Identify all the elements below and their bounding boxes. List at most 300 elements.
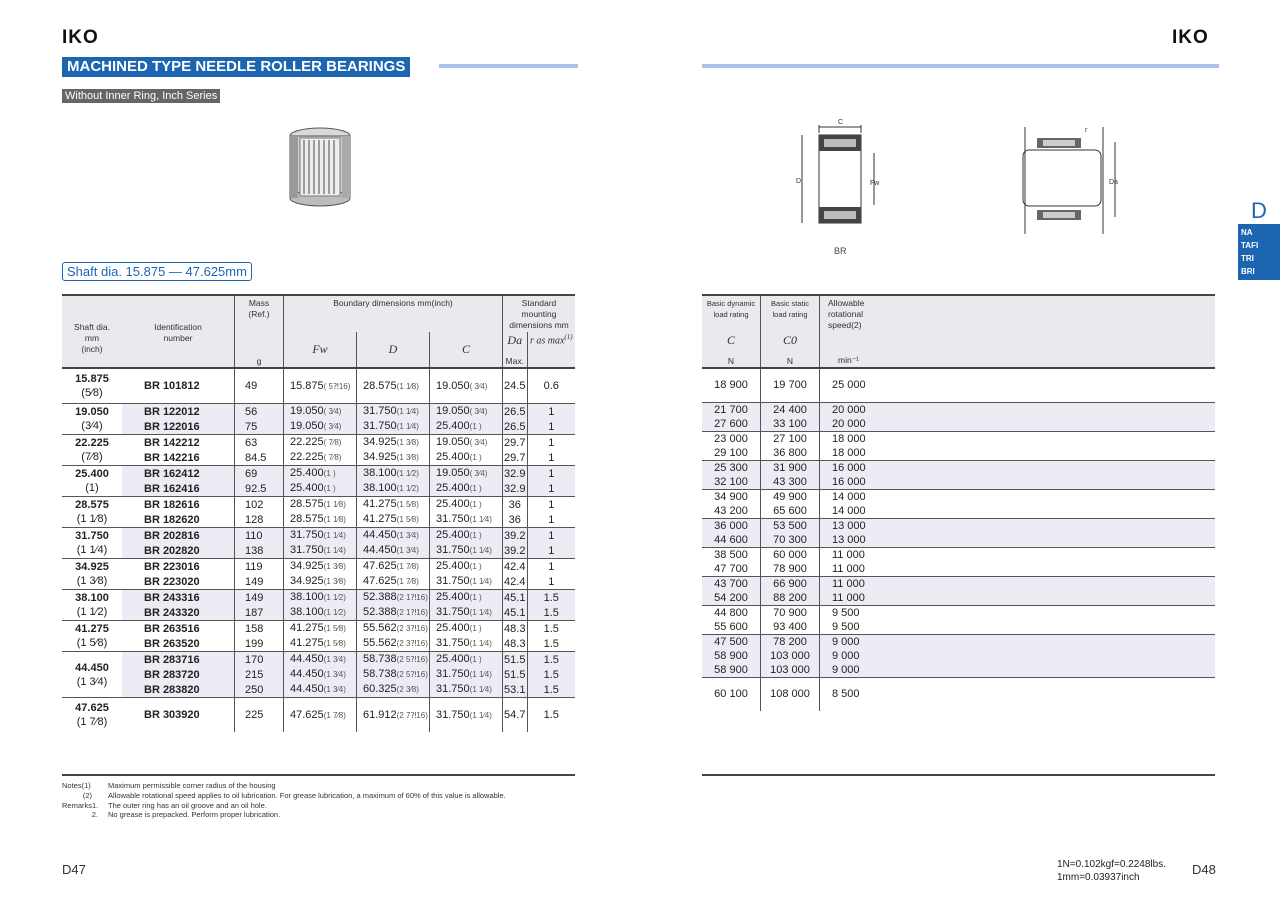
c-cell	[430, 368, 503, 404]
shaft-mm: 47.625	[75, 702, 109, 714]
table-row	[62, 497, 575, 513]
c-cell	[430, 590, 503, 606]
mass-unit: g	[235, 349, 284, 368]
speed-value: 9 000	[820, 634, 1216, 649]
fw-cell	[284, 698, 357, 733]
ident-number: BR 182620	[144, 513, 200, 526]
table-row	[702, 489, 1215, 504]
shaft-inch: (1 5⁄8)	[76, 637, 108, 649]
dynamic-load-value: 18 900	[714, 379, 748, 392]
da-value: 36	[503, 512, 528, 528]
r-value: 1	[527, 450, 575, 466]
fw-cell	[284, 574, 357, 590]
fw-cell	[284, 559, 357, 575]
static-load-value: 93 400	[761, 620, 820, 635]
da-value: 51.5	[504, 653, 526, 666]
shaft-inch: (1 3⁄8)	[76, 575, 108, 587]
r-value: 1.5	[527, 652, 575, 668]
r-value: 1.5	[527, 636, 575, 652]
shaft-mm: 41.275	[75, 623, 109, 635]
table-row	[62, 528, 575, 544]
d-inch: (2 3⁈16)	[396, 639, 428, 648]
ident-number: BR 283716	[122, 652, 235, 668]
table-row	[702, 417, 1215, 432]
fw-cell	[284, 605, 357, 621]
r-value: 1	[527, 497, 575, 513]
d-inch: (1 7⁄8)	[396, 577, 419, 586]
note-label: 2.	[91, 810, 98, 820]
fw-mm: 28.575	[290, 498, 324, 510]
d-inch: (2 3⁈16)	[396, 624, 428, 633]
col-da: Da	[503, 332, 528, 349]
d-cell	[357, 528, 430, 544]
mass-value: 84.5	[235, 450, 284, 466]
shaft-inch: (3⁄4)	[81, 420, 103, 432]
static-load-value: 27 100	[761, 431, 820, 446]
static-load-value: 103 000	[761, 663, 820, 678]
c-inch: (1 )	[469, 500, 482, 509]
d-mm: 41.275	[363, 513, 397, 525]
dynamic-load-value: 36 000	[702, 518, 761, 533]
c-cell	[430, 636, 503, 652]
da-value: 26.5	[504, 405, 526, 418]
d-cell	[357, 543, 430, 559]
table-row	[702, 368, 1215, 402]
dyn-unit: N	[702, 350, 761, 368]
col-fw: Fw	[284, 332, 357, 368]
r-value: 1	[527, 512, 575, 528]
r-value: 1.5	[527, 605, 575, 621]
c-inch: (1 1⁄4)	[469, 546, 492, 555]
col-c: C	[430, 332, 503, 368]
shaft-dia-cell	[62, 435, 122, 466]
d-mm: 31.750	[363, 405, 397, 417]
note-text: The outer ring has an oil groove and an oil hole.	[108, 800, 267, 810]
fw-inch: (1 5⁄8)	[323, 639, 346, 648]
r-value: 1.5	[527, 682, 575, 698]
mass-value: 119	[235, 559, 284, 575]
r-value: 1	[527, 543, 575, 559]
table-bottom-rule-left	[62, 774, 575, 776]
shaft-dia-cell	[62, 559, 122, 590]
fw-inch: (1 3⁄4)	[323, 670, 346, 679]
ident-number: BR 142216	[144, 451, 200, 464]
d-inch: (2 7⁈16)	[396, 710, 428, 720]
c-inch: ( 3⁄4)	[469, 381, 488, 391]
d-inch: (1 1⁄2)	[396, 484, 419, 493]
shaft-mm: 31.750	[75, 530, 109, 542]
d-inch: (1 1⁄4)	[396, 407, 419, 416]
da-unit: Max.	[503, 349, 528, 368]
static-load-value: 60 000	[761, 547, 820, 562]
note-line	[62, 801, 506, 811]
d-mm: 52.388	[363, 606, 397, 618]
static-load-value: 66 900	[761, 576, 820, 591]
dynamic-load-value: 44 800	[702, 605, 761, 620]
d-mm: 60.325	[363, 683, 397, 695]
speed-symbol-empty	[820, 332, 1216, 350]
shaft-dia-cell	[62, 698, 122, 733]
static-load-value: 24 400	[761, 402, 820, 417]
note-line	[62, 810, 506, 820]
fw-cell	[284, 636, 357, 652]
page-number-right: D48	[1192, 862, 1216, 877]
shaft-mm: 34.925	[75, 561, 109, 573]
dyn-symbol: C	[702, 332, 761, 350]
page-title: MACHINED TYPE NEEDLE ROLLER BEARINGS	[62, 57, 410, 77]
static-load-value: 43 300	[761, 475, 820, 490]
table-row	[702, 677, 1215, 711]
dynamic-load-value: 21 700	[702, 402, 761, 417]
d-cell	[357, 368, 430, 404]
d-cell	[357, 466, 430, 482]
table-row	[702, 402, 1215, 417]
shaft-range-tag: Shaft dia. 15.875 — 47.625mm	[62, 262, 252, 281]
speed-value: 14 000	[820, 489, 1216, 504]
speed-value: 18 000	[820, 446, 1216, 461]
d-cell	[357, 497, 430, 513]
fw-cell	[284, 543, 357, 559]
table-row	[702, 446, 1215, 461]
r-unit-empty	[527, 349, 575, 368]
da-value: 36	[503, 497, 528, 513]
table-row	[62, 574, 575, 590]
fw-inch: (1 3⁄8)	[323, 577, 346, 586]
col-dynamic-load: Basic dynamic load rating	[702, 295, 761, 332]
fw-mm: 44.450	[290, 683, 324, 695]
mass-value: 199	[235, 636, 284, 652]
bearing-section-diagram	[794, 115, 894, 230]
table-bottom-rule-right	[702, 774, 1215, 776]
fw-cell	[284, 497, 357, 513]
speed-value: 11 000	[820, 562, 1216, 577]
series-subtitle: Without Inner Ring, Inch Series	[62, 89, 220, 103]
ident-number: BR 202816	[122, 528, 235, 544]
fw-cell	[284, 368, 357, 404]
d-cell	[357, 481, 430, 497]
d-cell	[357, 450, 430, 466]
da-value: 45.1	[504, 591, 526, 604]
d-inch: (1 5⁄8)	[396, 515, 419, 524]
table-row	[702, 576, 1215, 591]
fw-mm: 31.750	[290, 529, 324, 541]
r-value: 1.5	[527, 621, 575, 637]
c-mm: 25.400	[436, 451, 470, 463]
mass-value: 250	[235, 682, 284, 698]
side-tab-item[interactable]: NA	[1241, 228, 1253, 237]
d-cell	[357, 512, 430, 528]
table-row	[702, 431, 1215, 446]
brand-logo-left: IKO	[62, 27, 99, 48]
mass-value: 158	[235, 621, 284, 637]
table-row	[62, 698, 575, 733]
shaft-mm: 25.400	[75, 468, 109, 480]
table-row	[702, 475, 1215, 490]
table-row	[702, 663, 1215, 678]
dynamic-load-value: 47 500	[702, 634, 761, 649]
d-inch: (1 3⁄8)	[396, 438, 419, 447]
speed-value: 8 500	[820, 677, 1216, 711]
speed-value: 9 500	[820, 605, 1216, 620]
da-value: 26.5	[504, 420, 526, 433]
ident-number: BR 223020	[144, 575, 200, 588]
c-inch: (1 1⁄4)	[469, 710, 492, 720]
side-tab-item[interactable]: TAFI	[1241, 241, 1259, 250]
shaft-dia-cell	[62, 528, 122, 559]
d-cell	[357, 574, 430, 590]
fw-mm: 25.400	[290, 482, 324, 494]
note-line	[62, 781, 506, 791]
d-inch: (2 5⁈16)	[396, 670, 428, 679]
da-value: 32.9	[504, 467, 526, 480]
speed-value: 9 500	[820, 620, 1216, 635]
table-row	[702, 649, 1215, 663]
ident-number: BR 162412	[122, 466, 235, 482]
ident-number: BR 283720	[122, 667, 235, 682]
c-inch: (1 )	[469, 562, 482, 571]
d-mm: 38.100	[363, 482, 397, 494]
table-row	[702, 533, 1215, 548]
fw-cell	[284, 419, 357, 435]
fw-mm: 44.450	[290, 653, 324, 665]
dynamic-load-value: 55 600	[714, 620, 748, 633]
da-value: 53.1	[504, 683, 526, 696]
d-inch: (2 1⁈16)	[396, 608, 428, 617]
dynamic-load-value: 58 900	[702, 649, 761, 663]
c-mm: 25.400	[436, 560, 470, 572]
c-inch: ( 3⁄4)	[469, 438, 488, 447]
c-inch: (1 )	[469, 453, 482, 462]
da-value: 45.1	[504, 606, 526, 619]
d-inch: (1 3⁄4)	[396, 531, 419, 540]
c-cell	[430, 621, 503, 637]
diagram-type-label: BR	[834, 246, 847, 256]
col-r-note: (1)	[564, 333, 573, 341]
table-row	[702, 591, 1215, 606]
table-row	[62, 368, 575, 404]
d-cell	[357, 621, 430, 637]
ident-number: BR 202820	[122, 543, 235, 559]
table-row	[62, 466, 575, 482]
table-row	[702, 547, 1215, 562]
fw-mm: 25.400	[290, 467, 324, 479]
col-static-load: Basic static load rating	[761, 295, 820, 332]
ident-number: BR 243316	[122, 590, 235, 606]
conversion-line: 1mm=0.03937inch	[1057, 872, 1140, 883]
fw-inch: ( 5⁈16)	[323, 381, 351, 391]
static-load-value: 88 200	[761, 591, 820, 606]
fw-mm: 19.050	[290, 405, 324, 417]
fw-inch: (1 1⁄8)	[323, 500, 346, 509]
fw-mm: 41.275	[290, 622, 324, 634]
c-cell	[430, 652, 503, 668]
shaft-mm: 44.450	[75, 661, 109, 674]
shaft-inch: (1)	[85, 482, 99, 494]
shaft-dia-cell	[62, 652, 122, 698]
fw-inch: (1 5⁄8)	[323, 624, 346, 633]
fw-mm: 41.275	[290, 637, 324, 649]
side-tab-item[interactable]: BRI	[1241, 267, 1255, 276]
table-row	[702, 460, 1215, 475]
c-cell	[430, 559, 503, 575]
shaft-dia-cell	[62, 497, 122, 528]
c-mm: 31.750	[436, 606, 470, 618]
diagram-fw-label: Fw	[870, 180, 880, 187]
diagram-da-label: Da	[1109, 179, 1118, 186]
col-mounting: Standard mounting dimensions mm	[503, 295, 576, 332]
col-r	[527, 332, 575, 349]
static-load-value: 36 800	[761, 446, 820, 461]
mass-value: 56	[235, 404, 284, 420]
side-tab-letter: D	[1251, 198, 1267, 223]
fw-cell	[284, 682, 357, 698]
c-cell	[430, 466, 503, 482]
page-number-left: D47	[62, 862, 86, 877]
d-mm: 61.912	[363, 708, 397, 721]
diagram-r-label: r	[1085, 127, 1088, 134]
c-mm: 25.400	[436, 420, 470, 432]
table-row	[62, 481, 575, 497]
fw-mm: 15.875	[290, 379, 324, 392]
table-row	[62, 652, 575, 668]
title-rule-right	[702, 64, 1219, 68]
d-mm: 34.925	[363, 451, 397, 463]
dynamic-load-value: 32 100	[702, 475, 761, 490]
table-row	[62, 559, 575, 575]
ident-number: BR 263516	[122, 621, 235, 637]
static-load-value: 78 900	[761, 562, 820, 577]
table-row	[62, 450, 575, 466]
d-inch: (2 1⁈16)	[396, 593, 428, 602]
fw-cell	[284, 528, 357, 544]
table-row	[702, 620, 1215, 635]
shaft-inch: (1 3⁄4)	[76, 675, 108, 688]
c-cell	[430, 497, 503, 513]
static-load-value: 103 000	[761, 649, 820, 663]
c-inch: (1 1⁄4)	[469, 608, 492, 617]
fw-mm: 47.625	[290, 708, 324, 721]
d-inch: (1 3⁄8)	[396, 453, 419, 462]
d-mm: 58.738	[363, 668, 397, 680]
col-boundary: Boundary dimensions mm(inch)	[284, 295, 503, 332]
ident-number: BR 223016	[122, 559, 235, 575]
c-cell	[430, 404, 503, 420]
speed-value: 16 000	[820, 475, 1216, 490]
table-row	[62, 636, 575, 652]
table-row	[702, 634, 1215, 649]
dynamic-load-value: 58 900	[702, 663, 761, 678]
fw-mm: 34.925	[290, 575, 324, 587]
c-cell	[430, 481, 503, 497]
speed-value: 11 000	[820, 576, 1216, 591]
fw-inch: (1 1⁄4)	[323, 531, 346, 540]
diagram-d-label: D	[796, 178, 802, 185]
col-shaft-dia: Shaft dia. mm (inch)	[62, 295, 122, 368]
mass-value: 149	[235, 590, 284, 606]
fw-cell	[284, 435, 357, 451]
fw-mm: 28.575	[290, 513, 324, 525]
d-inch: (1 3⁄4)	[396, 546, 419, 555]
fw-mm: 38.100	[290, 591, 324, 603]
note-text: No grease is prepacked. Perform proper lubrication.	[108, 810, 281, 820]
c-mm: 25.400	[436, 591, 470, 603]
shaft-inch: (5⁄8)	[81, 387, 103, 399]
r-value: 1	[527, 419, 575, 435]
speed-value: 9 000	[820, 663, 1216, 678]
speed-value: 16 000	[820, 460, 1216, 475]
dynamic-load-value: 23 000	[702, 431, 761, 446]
r-value: 1.5	[527, 590, 575, 606]
dimensions-table	[62, 294, 575, 732]
fw-inch: ( 7⁄8)	[323, 438, 342, 447]
c-cell	[430, 528, 503, 544]
bearing-photo	[286, 122, 354, 210]
da-value: 48.3	[504, 637, 526, 650]
d-mm: 41.275	[363, 498, 397, 510]
d-cell	[357, 590, 430, 606]
d-mm: 58.738	[363, 653, 397, 665]
d-cell	[357, 559, 430, 575]
shaft-mm: 28.575	[75, 499, 109, 511]
d-inch: (1 1⁄2)	[396, 469, 419, 478]
dynamic-load-value: 54 200	[702, 591, 761, 606]
col-speed: Allowable rotational speed(2)	[820, 295, 1216, 332]
static-load-value: 108 000	[761, 677, 820, 711]
col-ident: Identification number	[122, 295, 235, 368]
fw-mm: 22.225	[290, 436, 324, 448]
d-cell	[357, 419, 430, 435]
table-row	[702, 562, 1215, 577]
side-tab-item[interactable]: TRI	[1241, 254, 1254, 263]
r-value: 1	[527, 574, 575, 590]
fw-inch: ( 3⁄4)	[323, 407, 342, 416]
notes-block	[62, 781, 506, 820]
r-value: 1	[527, 435, 575, 451]
fw-cell	[284, 481, 357, 497]
speed-unit: min⁻¹	[820, 350, 1216, 368]
static-load-value: 65 600	[761, 504, 820, 519]
shaft-inch: (1 1⁄8)	[76, 513, 108, 525]
c-inch: (1 )	[469, 655, 482, 664]
d-cell	[357, 667, 430, 682]
c-mm: 25.400	[436, 498, 470, 510]
d-mm: 47.625	[363, 560, 397, 572]
c-cell	[430, 512, 503, 528]
fw-cell	[284, 404, 357, 420]
table-row	[702, 504, 1215, 519]
brand-logo-right: IKO	[1172, 27, 1209, 48]
c-inch: (1 1⁄4)	[469, 639, 492, 648]
table-row	[62, 512, 575, 528]
static-load-value: 19 700	[761, 368, 820, 402]
stat-unit: N	[761, 350, 820, 368]
fw-inch: (1 7⁄8)	[323, 710, 346, 720]
c-mm: 25.400	[436, 529, 470, 541]
table-row	[702, 518, 1215, 533]
d-mm: 38.100	[363, 467, 397, 479]
d-mm: 31.750	[363, 420, 397, 432]
table-row	[62, 621, 575, 637]
note-label: Remarks1.	[62, 800, 99, 810]
fw-cell	[284, 621, 357, 637]
mass-value: 225	[235, 698, 284, 733]
d-mm: 44.450	[363, 544, 397, 556]
dynamic-load-value: 47 700	[714, 562, 748, 575]
table-row	[62, 419, 575, 435]
speed-value: 9 000	[820, 649, 1216, 663]
fw-cell	[284, 466, 357, 482]
dynamic-load-value: 27 600	[702, 417, 761, 432]
